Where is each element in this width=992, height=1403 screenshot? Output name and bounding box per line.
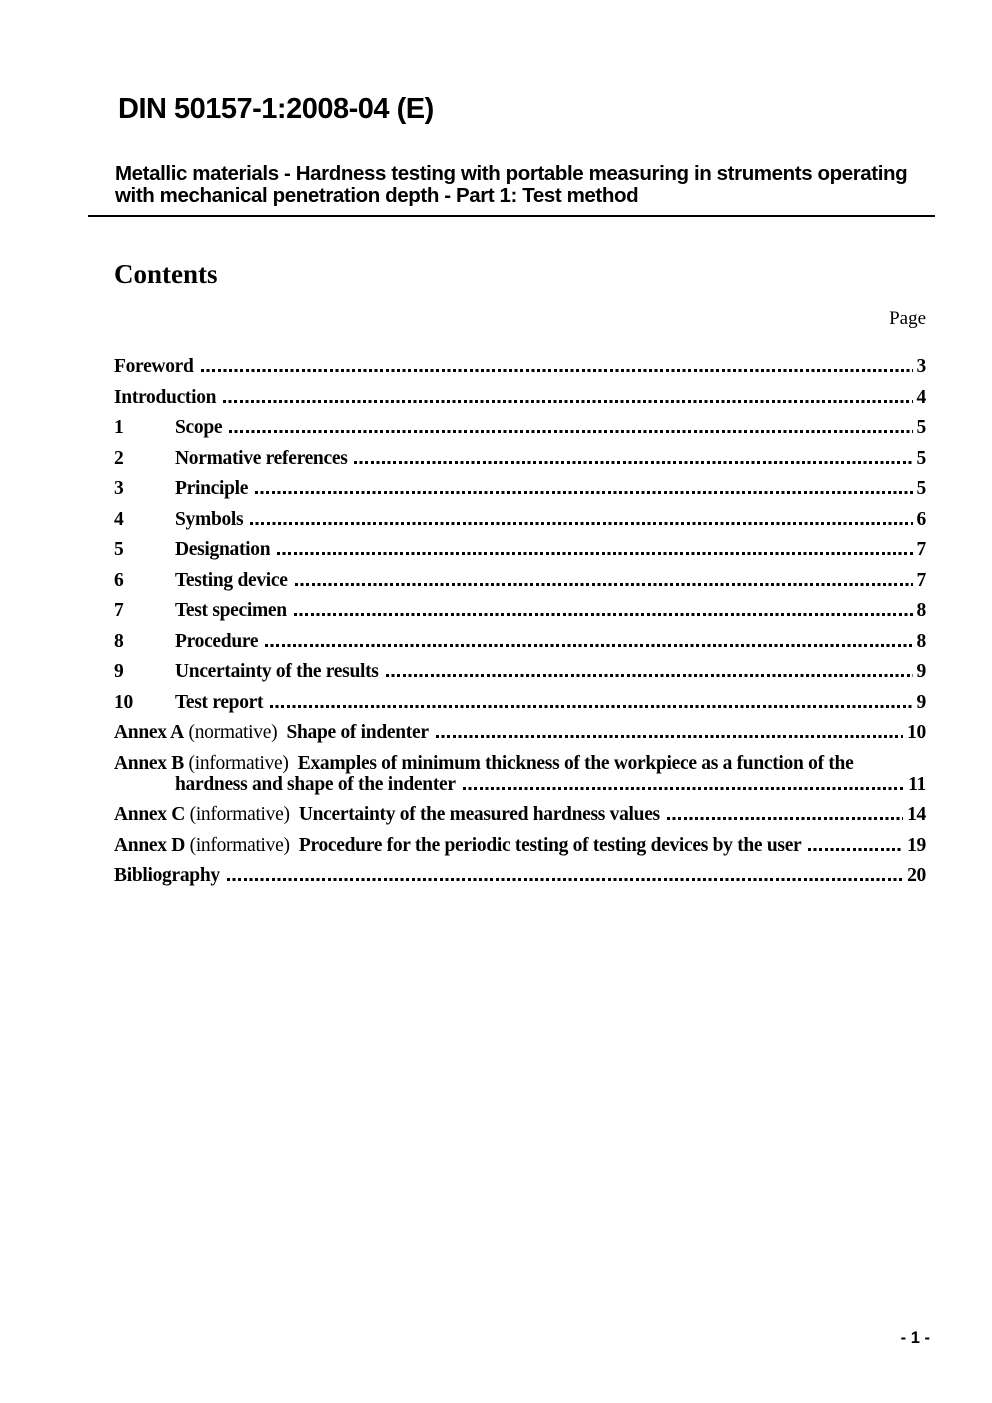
leader-dots xyxy=(270,705,912,708)
toc-page-number: 8 xyxy=(916,600,926,621)
toc-entry-label: Introduction xyxy=(114,386,217,408)
toc-page-number: 7 xyxy=(916,569,926,591)
toc-page-number: 7 xyxy=(916,539,926,560)
toc-entry-label: hardness and shape of the indenter xyxy=(175,773,456,795)
toc-section-number: 9 xyxy=(114,661,124,682)
leader-dots xyxy=(294,613,913,616)
toc-page-number: 4 xyxy=(916,386,926,408)
toc-entry-row xyxy=(114,570,926,591)
toc-entry-row xyxy=(114,865,926,886)
leader-dots xyxy=(201,369,913,372)
leader-dots xyxy=(255,491,912,494)
toc-entry xyxy=(114,570,926,591)
toc-segment-regular: (informative) xyxy=(183,752,298,774)
toc-page-number: 9 xyxy=(916,661,926,682)
toc-entry-label: Normative references xyxy=(175,447,348,469)
toc-segment-regular: (normative) xyxy=(183,722,287,743)
toc-entry xyxy=(114,356,926,377)
toc-entry xyxy=(114,865,926,886)
leader-dots xyxy=(250,522,912,525)
toc-entry xyxy=(114,417,926,438)
document-subtitle xyxy=(88,163,935,217)
toc-segment-bold: Annex C xyxy=(114,804,186,825)
toc-entry xyxy=(114,661,926,682)
toc-entry-row xyxy=(114,692,926,713)
toc-entry-label: Designation xyxy=(175,539,271,560)
toc-segment-bold: Annex D xyxy=(114,834,186,856)
toc-list xyxy=(114,356,926,896)
toc-entry-label xyxy=(114,835,801,856)
toc-segment-bold: Annex B xyxy=(114,752,184,774)
toc-section-number: 2 xyxy=(114,447,124,469)
toc-entry xyxy=(114,631,926,652)
toc-page-number: 20 xyxy=(907,865,926,886)
toc-segment-bold: Examples of minimum thickness of the workpiece as a function of the xyxy=(297,752,854,774)
toc-entry xyxy=(114,692,926,713)
toc-entry-row xyxy=(114,835,926,856)
toc-entry xyxy=(114,539,926,560)
toc-page-number: 3 xyxy=(916,356,926,377)
toc-page-number: 5 xyxy=(916,478,926,499)
toc-page-number: 10 xyxy=(907,722,926,743)
contents-heading: Contents xyxy=(114,259,218,289)
toc-page-number: 9 xyxy=(916,691,926,713)
toc-entry-label xyxy=(114,722,429,743)
toc-entry-label: Testing device xyxy=(175,569,288,591)
toc-entry-row xyxy=(114,600,926,621)
toc-entry-row xyxy=(114,804,926,825)
toc-entry-row xyxy=(114,631,926,652)
toc-section-number: 8 xyxy=(114,630,124,652)
toc-section-number: 6 xyxy=(114,569,124,591)
toc-entry xyxy=(114,753,926,795)
toc-entry-label: Foreword xyxy=(114,356,194,377)
toc-page-number: 11 xyxy=(908,773,926,795)
toc-entry xyxy=(114,722,926,743)
toc-entry-row xyxy=(114,509,926,530)
toc-page-number: 5 xyxy=(916,417,926,438)
toc-section-number: 7 xyxy=(114,600,124,621)
toc-entry-label: Uncertainty of the results xyxy=(175,661,379,682)
toc-entry-row xyxy=(114,539,926,560)
document-subtitle-line2: with mechanical penetration depth - Part 1: Test method xyxy=(115,184,639,207)
toc-segment-regular: (informative) xyxy=(185,804,299,825)
toc-page-number: 19 xyxy=(907,834,926,856)
toc-segment-bold: Uncertainty of the measured hardness values xyxy=(298,804,660,825)
toc-entry xyxy=(114,387,926,408)
toc-entry xyxy=(114,835,926,856)
toc-entry-row xyxy=(114,478,926,499)
toc-entry-label: Procedure xyxy=(175,630,259,652)
toc-section-number: 1 xyxy=(114,417,124,438)
toc-entry-first-line xyxy=(114,753,926,774)
document-subtitle-line1: Metallic materials - Hardness testing with portable measuring in struments operating xyxy=(115,162,908,185)
toc-page-number: 14 xyxy=(907,804,926,825)
toc-segment-bold: Annex A xyxy=(114,722,184,743)
leader-dots xyxy=(277,552,912,555)
leader-dots xyxy=(354,461,912,464)
toc-entry-label xyxy=(114,804,660,825)
toc-section-number: 4 xyxy=(114,508,124,530)
toc-section-number: 3 xyxy=(114,478,124,499)
toc-page-number: 6 xyxy=(916,508,926,530)
toc-entry-row xyxy=(114,661,926,682)
toc-entry-label: Bibliography xyxy=(114,865,220,886)
toc-entry-label: Scope xyxy=(175,417,223,438)
toc-entry-label: Symbols xyxy=(175,508,244,530)
leader-dots xyxy=(295,583,913,586)
toc-segment-bold: Shape of indenter xyxy=(286,722,429,743)
toc-entry-row xyxy=(114,722,926,743)
toc-entry-label: Principle xyxy=(175,478,249,499)
document-title: DIN 50157-1:2008-04 (E) xyxy=(118,93,434,125)
toc-entry-row xyxy=(114,774,926,795)
toc-entry-row xyxy=(114,417,926,438)
toc-section-number: 5 xyxy=(114,539,124,560)
leader-dots xyxy=(808,848,903,851)
toc-entry xyxy=(114,478,926,499)
leader-dots xyxy=(436,735,903,738)
toc-segment-bold: Procedure for the periodic testing of testing devices by the user xyxy=(298,834,802,856)
toc-entry-label: Test specimen xyxy=(175,600,287,621)
toc-entry xyxy=(114,804,926,825)
toc-entry-row xyxy=(114,356,926,377)
leader-dots xyxy=(463,787,904,790)
toc-entry xyxy=(114,600,926,621)
toc-entry-row xyxy=(114,387,926,408)
toc-section-number: 10 xyxy=(114,691,133,713)
toc-entry-label: Test report xyxy=(175,691,264,713)
leader-dots xyxy=(667,817,903,820)
toc-entry xyxy=(114,509,926,530)
toc-entry xyxy=(114,448,926,469)
toc-segment-regular: (informative) xyxy=(185,834,299,856)
leader-dots xyxy=(265,644,912,647)
toc-page-number: 8 xyxy=(916,630,926,652)
leader-dots xyxy=(223,400,912,403)
footer-page-number: - 1 - xyxy=(900,1329,930,1347)
toc-entry-row xyxy=(114,448,926,469)
leader-dots xyxy=(386,674,913,677)
leader-dots xyxy=(227,878,903,881)
leader-dots xyxy=(229,430,912,433)
toc-page-number: 5 xyxy=(916,447,926,469)
page-column-label: Page xyxy=(889,308,926,329)
